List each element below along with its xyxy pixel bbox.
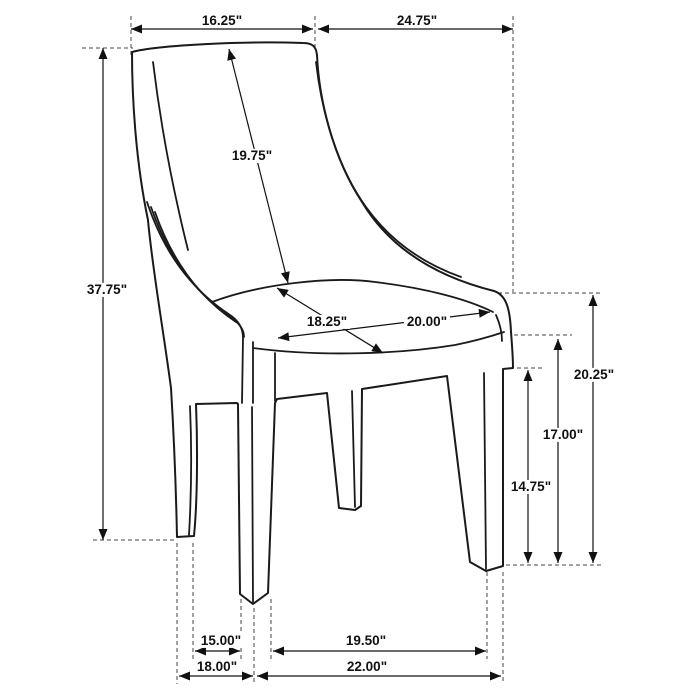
dim-label-top-overhang-depth: 24.75" (394, 14, 440, 28)
dim-label-leg-gap-side: 15.00" (198, 634, 244, 648)
dim-label-seat-depth: 18.25" (304, 315, 350, 329)
dim-label-seat-back-height: 20.25" (571, 368, 617, 382)
dim-label-seat-width: 20.00" (404, 315, 450, 329)
dim-label-seat-front-height: 17.00" (540, 428, 586, 442)
dim-label-apron-bottom-height: 14.75" (508, 480, 554, 494)
dim-label-base-side-depth: 18.00" (194, 660, 240, 674)
dim-label-back-top-width: 16.25" (199, 14, 245, 28)
dim-label-front-leg-inner-span: 19.50" (343, 634, 389, 648)
dim-label-back-length: 19.75" (229, 149, 275, 163)
dim-label-overall-height: 37.75" (84, 283, 130, 297)
dim-label-base-front-width: 22.00" (344, 660, 390, 674)
